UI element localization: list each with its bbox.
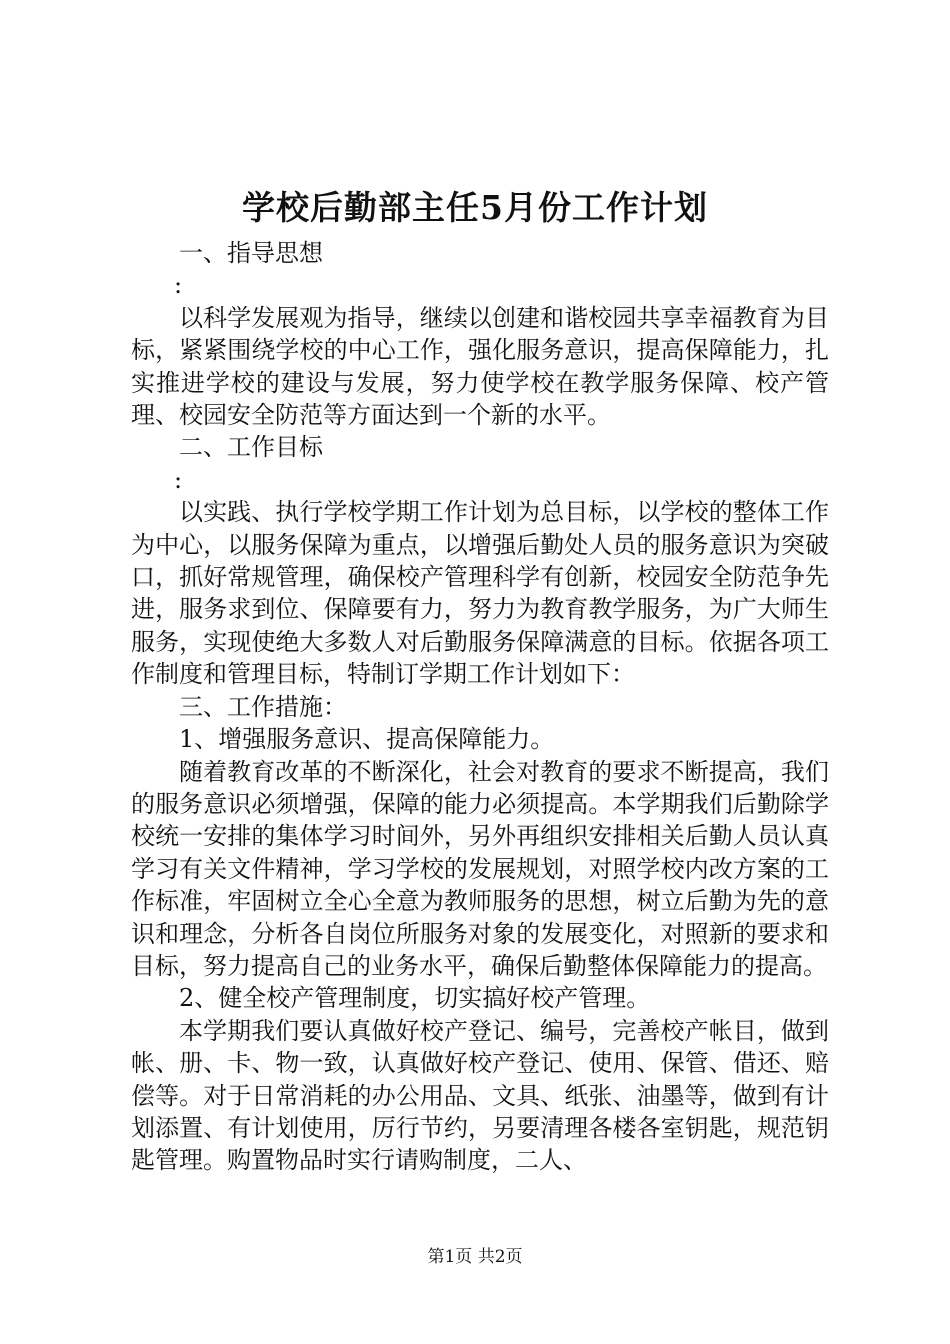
paragraph-asset-management: 本学期我们要认真做好校产登记、编号，完善校产帐目，做到帐、册、卡、物一致，认真做好校产登记、使用、保管、借还、赔偿等。对于日常消耗的办公用品、文具、纸张、油墨等，做到有计划添置、有计划使用，厉行节约，另要清理各楼各室钥匙，规范钥匙管理。购置物品时实行请购制度，二人、 bbox=[131, 1016, 829, 1175]
colon-line: : bbox=[174, 271, 183, 300]
section-heading-work-measures: 三、工作措施： bbox=[179, 692, 347, 721]
subheading-service-awareness: 1、增强服务意识、提高保障能力。 bbox=[179, 725, 555, 754]
paragraph-guiding-ideology: 以科学发展观为指导，继续以创建和谐校园共享幸福教育为目标，紧紧围绕学校的中心工作，强化服务意识，提高保障能力，扎实推进学校的建设与发展，努力使学校在教学服务保障、校产管理、校园安全防范等方面达到一个新的水平。 bbox=[131, 303, 829, 430]
paragraph-service-awareness: 随着教育改革的不断深化，社会对教育的要求不断提高，我们的服务意识必须增强，保障的能力必须提高。本学期我们后勤除学校统一安排的集体学习时间外，另外再组织安排相关后勤人员认真学习有关文件精神，学习学校的发展规划，对照学校内改方案的工作标准，牢固树立全心全意为教师服务的思想，树立后勤为先的意识和理念，分析各自岗位所服务对象的发展变化，对照新的要求和目标，努力提高自己的业务水平，确保后勤整体保障能力的提高。 bbox=[131, 757, 829, 980]
section-heading-work-goals: 二、工作目标 bbox=[179, 433, 323, 462]
subheading-asset-management: 2、健全校产管理制度，切实搞好校产管理。 bbox=[179, 984, 651, 1013]
document-title: 学校后勤部主任5月份工作计划 bbox=[242, 188, 708, 227]
document-body bbox=[131, 237, 829, 1177]
colon-line: : bbox=[174, 465, 183, 494]
section-heading-guiding-ideology: 一、指导思想 bbox=[179, 239, 323, 267]
page-footer: 第1页 共2页 bbox=[427, 1247, 523, 1267]
paragraph-work-goals: 以实践、执行学校学期工作计划为总目标，以学校的整体工作为中心，以服务保障为重点，以增强后勤处人员的服务意识为突破口，抓好常规管理，确保校产管理科学有创新，校园安全防范争先进，服务求到位、保障要有力，努力为教育教学服务，为广大师生服务，实现使绝大多数人对后勤服务保障满意的目标。依据各项工作制度和管理目标，特制订学期工作计划如下： bbox=[131, 498, 829, 689]
